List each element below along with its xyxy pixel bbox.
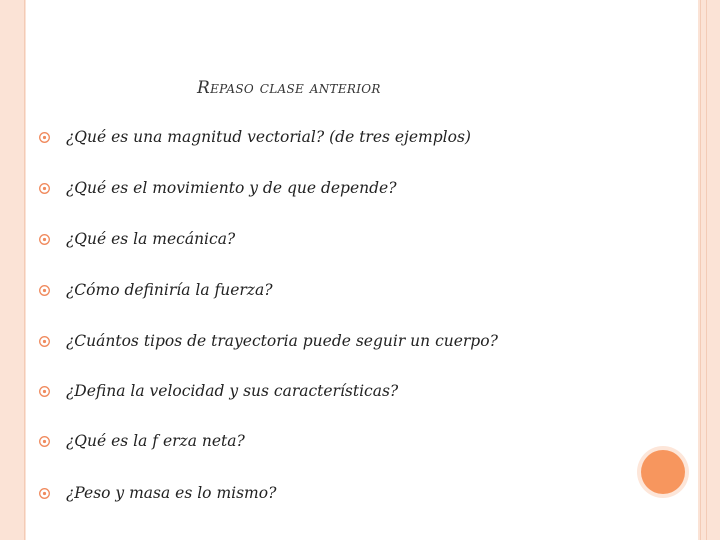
slide-title: Repaso clase anterior bbox=[197, 78, 381, 98]
bullet-item bbox=[38, 176, 397, 200]
bullet-text: ¿Qué es una magnitud vectorial? (de tres ejemplos) bbox=[66, 128, 471, 146]
circle-bullet-icon bbox=[38, 182, 51, 195]
bullet-item bbox=[38, 329, 498, 353]
bullet-item bbox=[38, 227, 235, 251]
circle-bullet-icon bbox=[38, 284, 51, 297]
bullet-text: ¿Qué es el movimiento y de que depende? bbox=[66, 179, 397, 197]
circle-bullet-icon bbox=[38, 233, 51, 246]
circle-bullet-icon bbox=[38, 385, 51, 398]
bullet-item bbox=[38, 278, 273, 302]
bullet-item bbox=[38, 125, 471, 149]
bullet-text: ¿Peso y masa es lo mismo? bbox=[66, 484, 277, 502]
bullet-item bbox=[38, 379, 398, 403]
bullet-item bbox=[38, 481, 276, 505]
bullet-text: ¿Qué es la mecánica? bbox=[66, 230, 236, 248]
bullet-item bbox=[38, 429, 245, 453]
bullet-text: ¿Cuántos tipos de trayectoria puede seguir un cuerpo? bbox=[66, 332, 498, 350]
bullet-text: ¿Qué es la f erza neta? bbox=[66, 432, 245, 450]
circle-bullet-icon bbox=[38, 435, 51, 448]
decorative-accent-circle bbox=[641, 450, 685, 494]
circle-bullet-icon bbox=[38, 487, 51, 500]
bullet-text: ¿Defina la velocidad y sus características? bbox=[66, 382, 399, 400]
bullet-text: ¿Cómo definiría la fuerza? bbox=[66, 281, 273, 299]
circle-bullet-icon bbox=[38, 335, 51, 348]
circle-bullet-icon bbox=[38, 131, 51, 144]
